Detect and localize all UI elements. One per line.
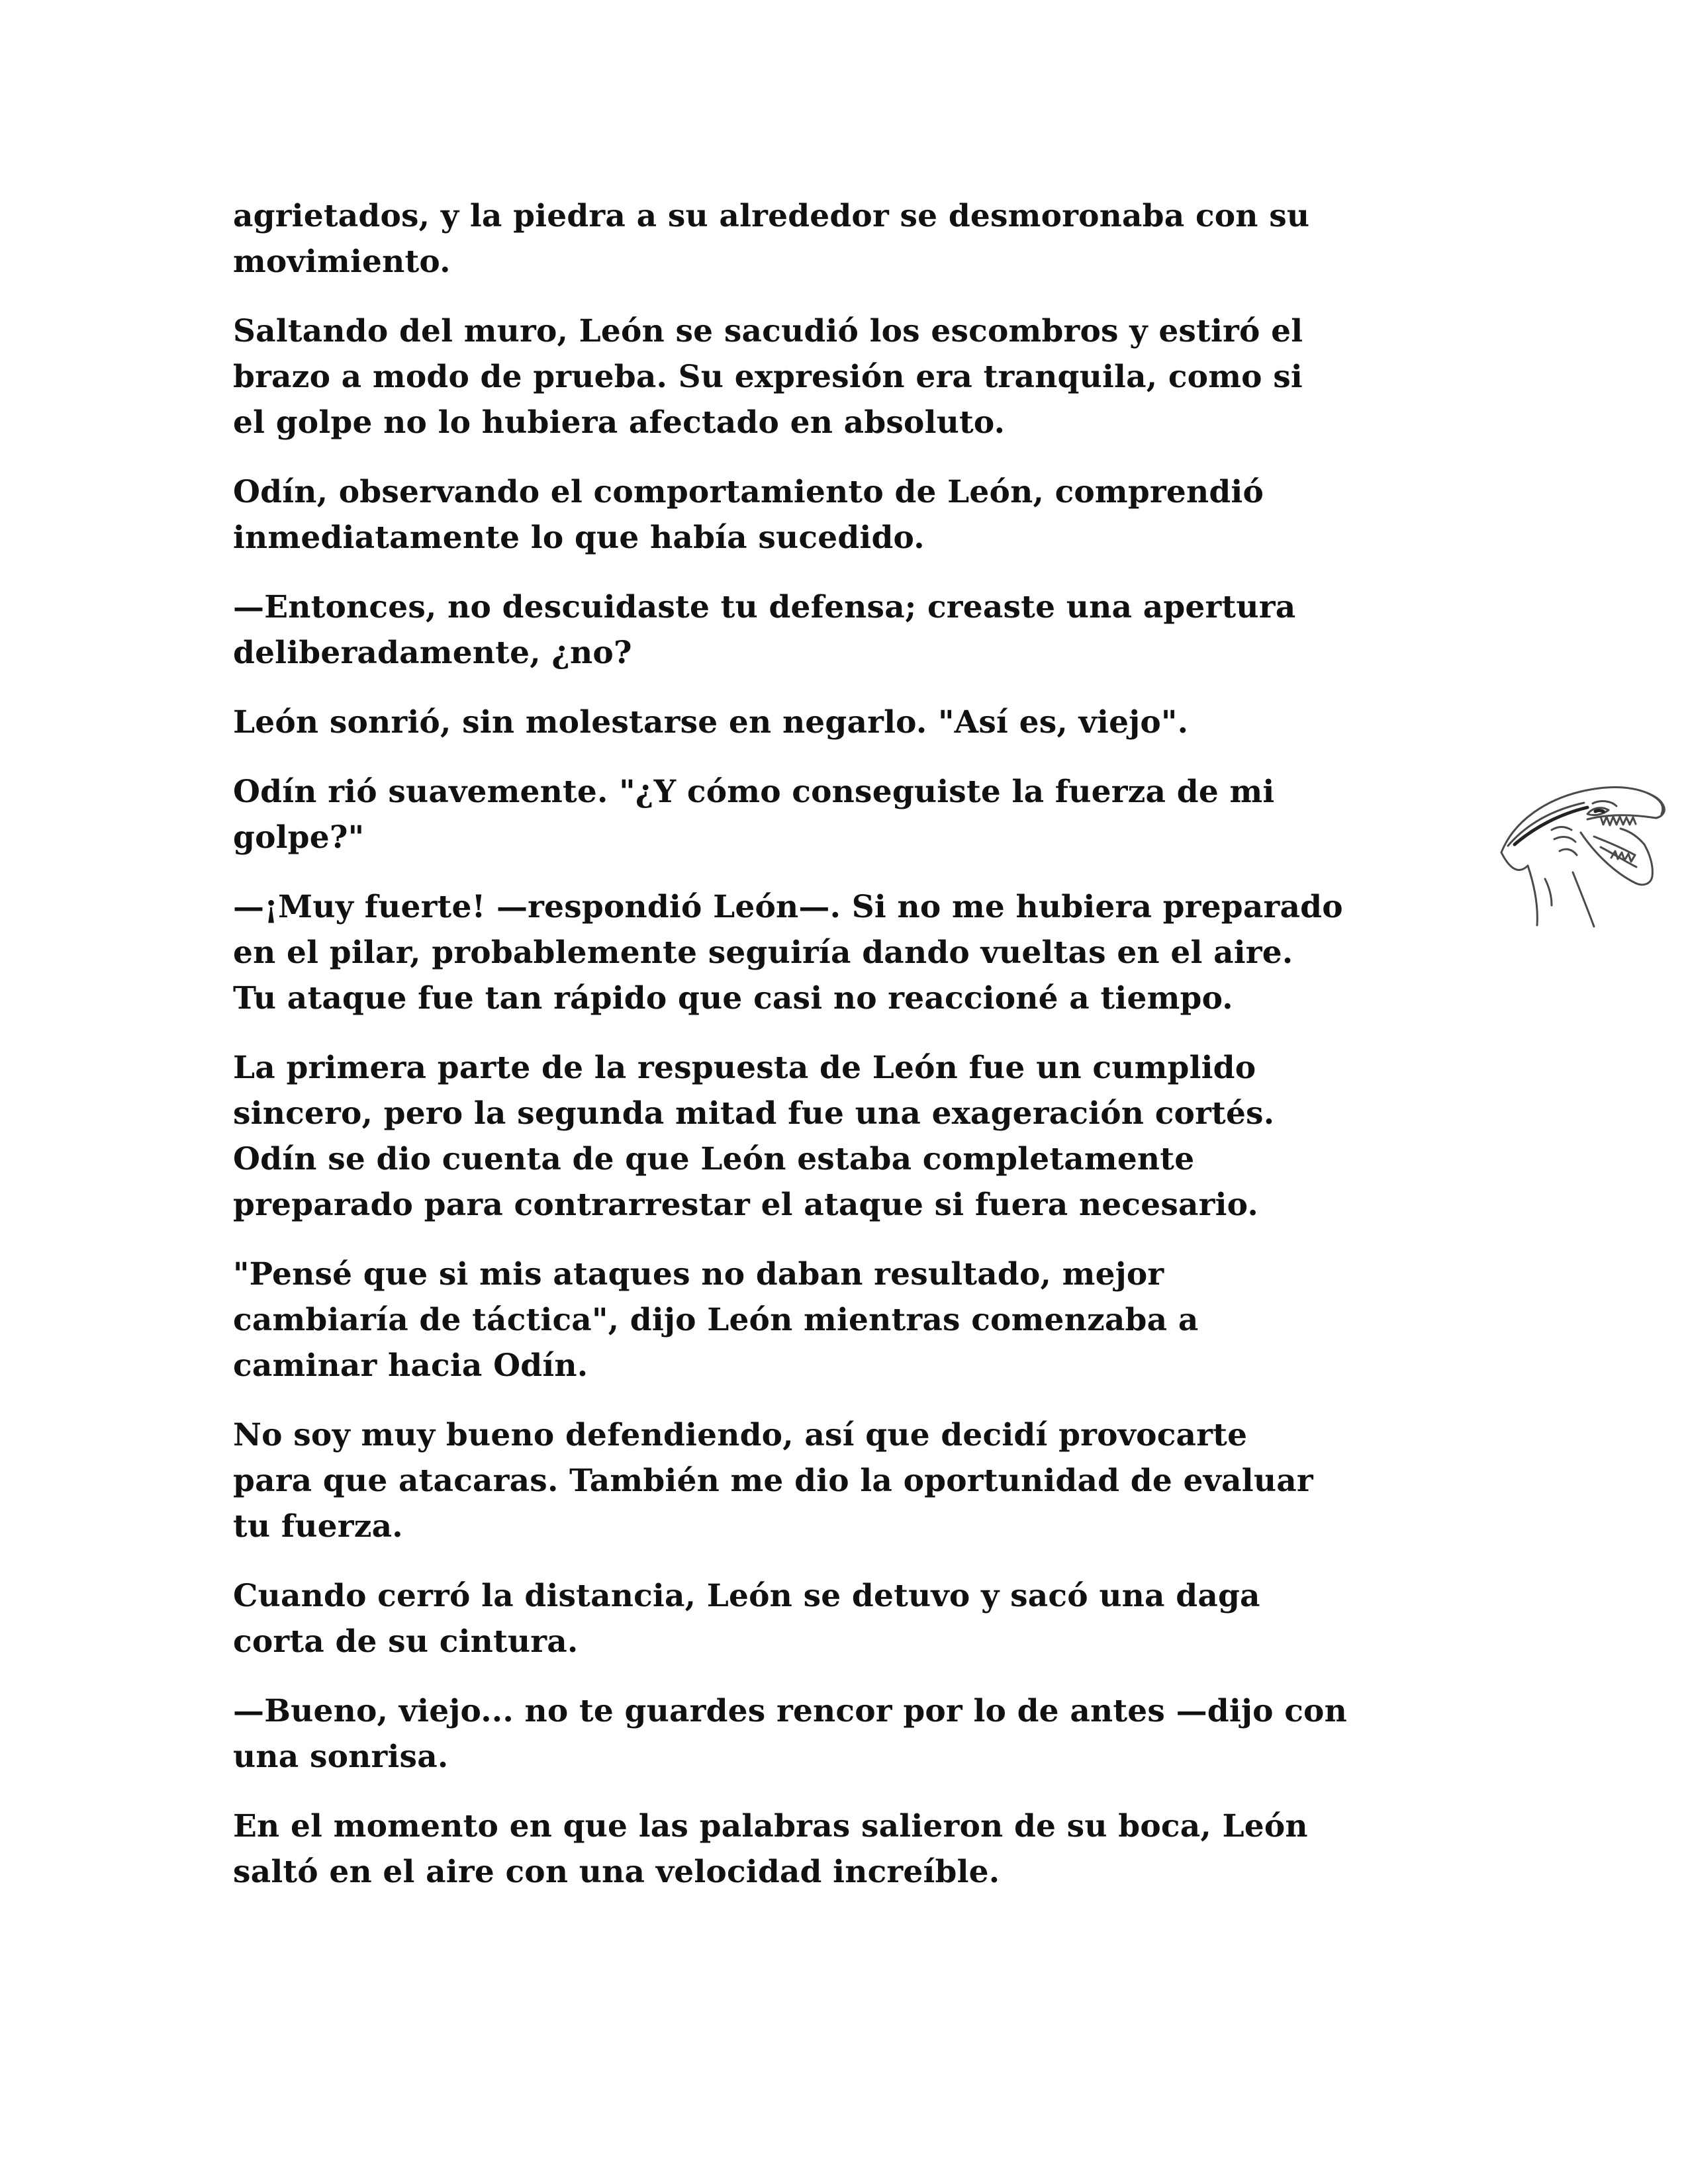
paragraph-1: agrietados, y la piedra a su alrededor se desmoronaba con su movimiento.	[233, 198, 1310, 280]
paragraph-6: Odín rió suavemente. "¿Y cómo conseguiste la fuerza de mi golpe?"	[233, 774, 1275, 856]
paragraph-8: La primera parte de la respuesta de León fue un cumplido sincero, pero la segunda mitad fue una exageración cortés. Odín se dio cuenta de que León estaba completamente preparado para contrarrestar el ataque si fuera necesario.	[233, 1050, 1275, 1223]
body-text	[233, 193, 1477, 1919]
dinosaur-head-sketch-icon	[1488, 773, 1676, 929]
paragraph-10: No soy muy bueno defendiendo, así que decidí provocarte para que atacaras. También me dio la oportunidad de evaluar tu fuerza.	[233, 1417, 1313, 1545]
paragraph-5: León sonrió, sin molestarse en negarlo. "Así es, viejo".	[233, 704, 1189, 741]
paragraph-2: Saltando del muro, León se sacudió los escombros y estiró el brazo a modo de prueba. Su expresión era tranquila, como si el golpe no lo hubiera afectado en absoluto.	[233, 313, 1303, 441]
paragraph-7: —¡Muy fuerte! —respondió León—. Si no me hubiera preparado en el pilar, probablemente seguiría dando vueltas en el aire. Tu ataque fue tan rápido que casi no reaccioné a tiempo.	[233, 889, 1343, 1017]
paragraph-3: Odín, observando el comportamiento de León, comprendió inmediatamente lo que había sucedido.	[233, 474, 1264, 556]
paragraph-4: —Entonces, no descuidaste tu defensa; creaste una apertura deliberadamente, ¿no?	[233, 589, 1296, 671]
paragraph-12: —Bueno, viejo... no te guardes rencor por lo de antes —dijo con una sonrisa.	[233, 1693, 1347, 1775]
paragraph-11: Cuando cerró la distancia, León se detuvo y sacó una daga corta de su cintura.	[233, 1578, 1260, 1660]
paragraph-13: En el momento en que las palabras salieron de su boca, León saltó en el aire con una velocidad increíble.	[233, 1808, 1308, 1890]
paragraph-9: "Pensé que si mis ataques no daban resultado, mejor cambiaría de táctica", dijo León mientras comenzaba a caminar hacia Odín.	[233, 1256, 1199, 1384]
